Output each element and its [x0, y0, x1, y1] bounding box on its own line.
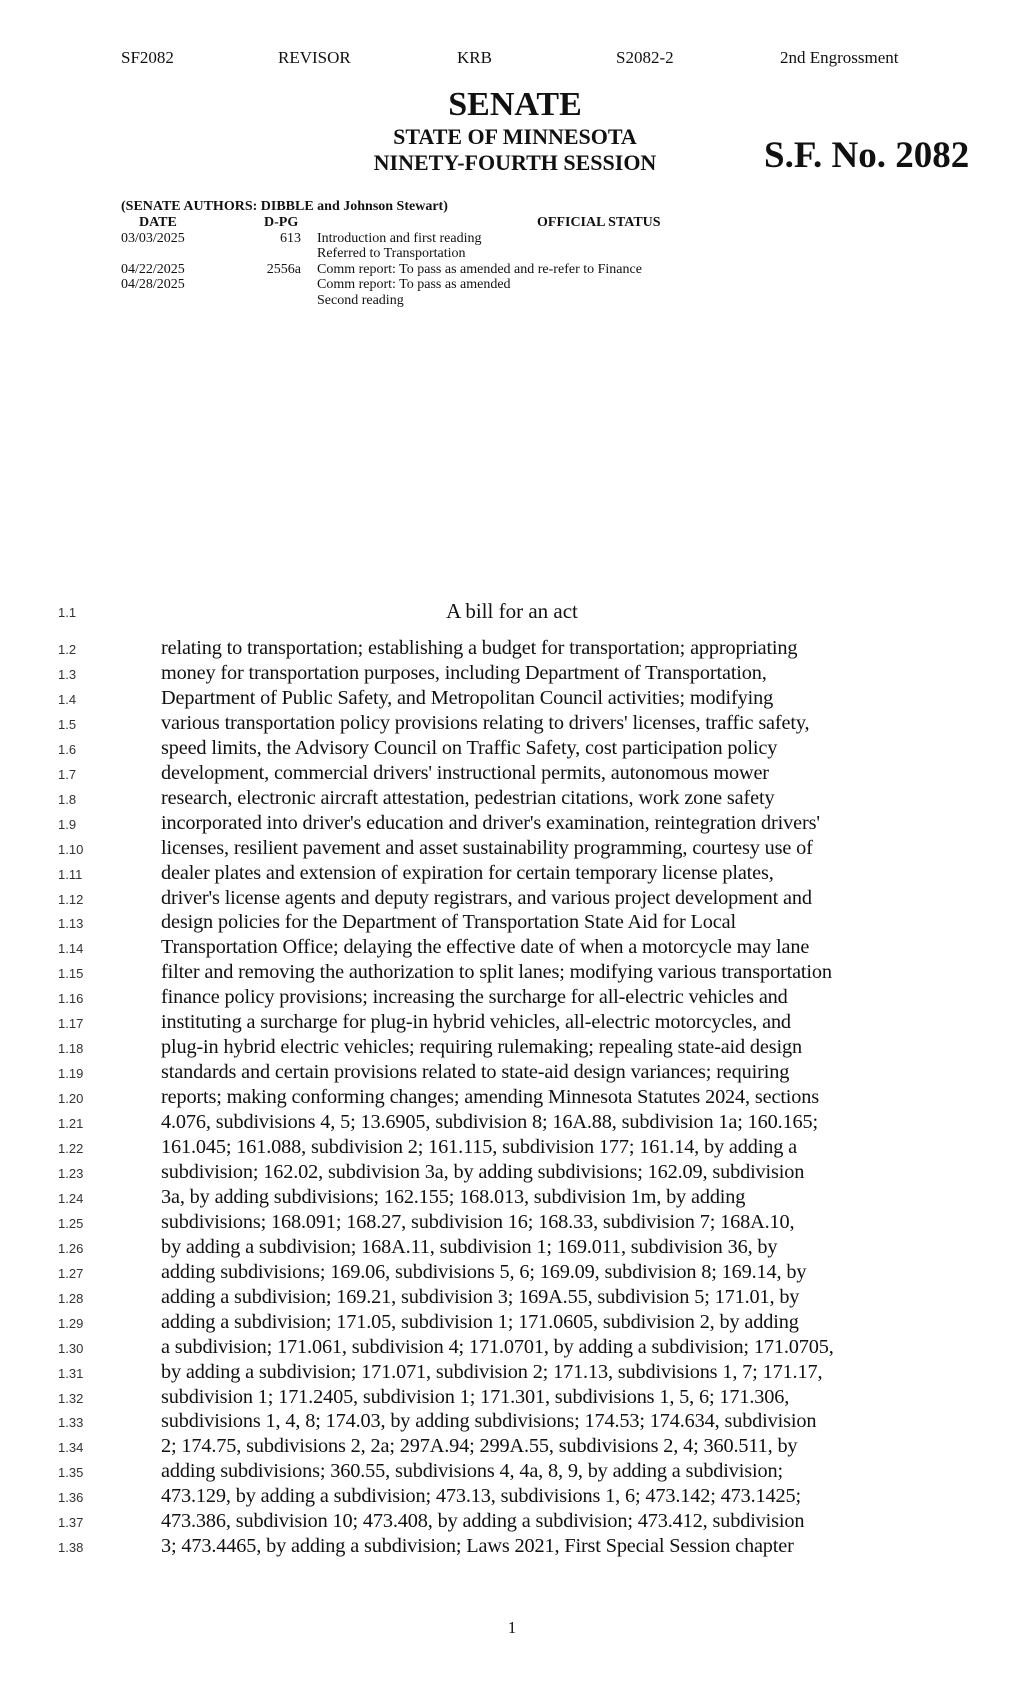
line-number: 1.9 — [58, 816, 77, 832]
bill-line: filter and removing the authorization to split lanes; modifying various transportation — [161, 961, 832, 984]
senate-authors: (SENATE AUTHORS: DIBBLE and Johnson Stewart) — [121, 199, 448, 214]
bill-line: by adding a subdivision; 171.071, subdivision 2; 171.13, subdivisions 1, 7; 171.17, — [161, 1360, 823, 1383]
line-number: 1.11 — [58, 866, 83, 882]
line-number: 1.32 — [58, 1390, 84, 1406]
bill-line: adding subdivisions; 169.06, subdivisions 5, 6; 169.09, subdivision 8; 169.14, by — [161, 1260, 807, 1283]
column-dpg: D-PG — [264, 214, 299, 230]
bill-line: driver's license agents and deputy registrars, and various project development and — [161, 886, 812, 909]
bill-line: adding a subdivision; 171.05, subdivision 1; 171.0605, subdivision 2, by adding — [161, 1310, 799, 1333]
chamber-title: SENATE — [448, 86, 582, 123]
page-number: 1 — [507, 1618, 517, 1637]
line-number: 1.38 — [58, 1540, 84, 1556]
bill-line: Department of Public Safety, and Metropolitan Council activities; modifying — [161, 686, 774, 709]
bill-line: subdivision 1; 171.2405, subdivision 1; 171.301, subdivisions 1, 5, 6; 171.306, — [161, 1385, 790, 1408]
bill-line: 4.076, subdivisions 4, 5; 13.6905, subdivision 8; 16A.88, subdivision 1a; 160.165; — [161, 1111, 819, 1134]
line-number: 1.18 — [58, 1041, 84, 1057]
bill-line: development, commercial drivers' instructional permits, autonomous mower — [161, 761, 769, 784]
status-dpg: 2556a — [266, 261, 301, 277]
bill-line: instituting a surcharge for plug-in hybrid vehicles, all-electric motorcycles, and — [161, 1011, 791, 1034]
line-number: 1.20 — [58, 1091, 84, 1107]
line-number: 1.21 — [58, 1116, 84, 1132]
sf-number: S.F. No. 2082 — [764, 135, 970, 176]
bill-line: speed limits, the Advisory Council on Traffic Safety, cost participation policy — [161, 736, 778, 759]
line-number: 1.12 — [58, 891, 84, 907]
line-number: 1.31 — [58, 1365, 84, 1381]
status-dpg: 613 — [280, 230, 301, 246]
bill-line: 2; 174.75, subdivisions 2, 2a; 297A.94; 299A.55, subdivisions 2, 4; 360.511, by — [161, 1435, 798, 1458]
bill-line: design policies for the Department of Transportation State Aid for Local — [161, 911, 736, 934]
bill-line: 161.045; 161.088, subdivision 2; 161.115, subdivision 177; 161.14, by adding a — [161, 1136, 797, 1158]
status-text: Comm report: To pass as amended and re-refer to Finance — [317, 261, 642, 277]
bill-line: subdivisions 1, 4, 8; 174.03, by adding subdivisions; 174.53; 174.634, subdivision — [161, 1410, 817, 1433]
line-number: 1.6 — [58, 741, 77, 757]
line-number: 1.1 — [58, 605, 77, 620]
bill-line: adding a subdivision; 169.21, subdivision 3; 169A.55, subdivision 5; 171.01, by — [161, 1285, 800, 1308]
status-text: Referred to Transportation — [317, 246, 466, 261]
bill-line: 3a, by adding subdivisions; 162.155; 168.013, subdivision 1m, by adding — [161, 1185, 746, 1208]
status-row — [121, 261, 642, 278]
line-number: 1.19 — [58, 1066, 84, 1082]
status-date: 04/22/2025 — [121, 261, 185, 277]
line-number: 1.17 — [58, 1016, 84, 1032]
header-initials: KRB — [457, 48, 492, 67]
line-number: 1.4 — [58, 691, 77, 707]
line-number: 1.33 — [58, 1415, 84, 1431]
header-bill-id: SF2082 — [121, 48, 174, 67]
bill-line: incorporated into driver's education and driver's examination, reintegration drivers' — [161, 811, 820, 834]
line-number: 1.10 — [58, 841, 84, 857]
bill-line: standards and certain provisions related to state-aid design variances; requiring — [161, 1061, 790, 1084]
bill-title: A bill for an act — [446, 599, 578, 623]
line-number: 1.22 — [58, 1141, 84, 1156]
bill-line: various transportation policy provisions relating to drivers' licenses, traffic safety, — [161, 711, 810, 734]
bill-line: research, electronic aircraft attestation, pedestrian citations, work zone safety — [161, 786, 775, 809]
status-text: Introduction and first reading — [317, 230, 482, 246]
line-number: 1.5 — [58, 716, 77, 732]
state-title: STATE OF MINNESOTA — [393, 124, 637, 149]
line-number: 1.13 — [58, 916, 84, 932]
title-block — [355, 86, 675, 176]
line-number: 1.15 — [58, 966, 84, 982]
official-status — [121, 199, 661, 308]
bill-line: licenses, resilient pavement and asset sustainability programming, courtesy use of — [161, 836, 813, 859]
line-number: 1.7 — [58, 766, 77, 782]
header-version: 2nd Engrossment — [780, 48, 899, 67]
status-date: 03/03/2025 — [121, 230, 185, 246]
header-office: REVISOR — [278, 48, 351, 67]
column-date: DATE — [139, 214, 177, 230]
line-number: 1.23 — [58, 1165, 84, 1181]
bill-line: subdivisions; 168.091; 168.27, subdivision 16; 168.33, subdivision 7; 168A.10, — [161, 1210, 795, 1233]
bill-line: 473.386, subdivision 10; 473.408, by adding a subdivision; 473.412, subdivision — [161, 1510, 805, 1533]
line-number: 1.24 — [58, 1190, 84, 1206]
line-number: 1.27 — [58, 1265, 84, 1281]
line-number: 1.30 — [58, 1340, 84, 1356]
line-number: 1.16 — [58, 991, 84, 1007]
status-row — [121, 246, 466, 262]
bill-line: subdivision; 162.02, subdivision 3a, by adding subdivisions; 162.09, subdivision — [161, 1160, 805, 1183]
line-number: 1.2 — [58, 642, 77, 657]
bill-line: reports; making conforming changes; amending Minnesota Statutes 2024, sections — [161, 1086, 820, 1109]
bill-line: by adding a subdivision; 168A.11, subdivision 1; 169.011, subdivision 36, by — [161, 1235, 778, 1258]
bill-line: 473.129, by adding a subdivision; 473.13, subdivisions 1, 6; 473.142; 473.1425; — [161, 1485, 801, 1508]
header-doc-id: S2082-2 — [616, 48, 674, 67]
session-title: NINETY-FOURTH SESSION — [373, 150, 657, 175]
line-number: 1.26 — [58, 1240, 84, 1256]
status-text: Second reading — [317, 292, 404, 308]
bill-line: dealer plates and extension of expiration for certain temporary license plates, — [161, 861, 774, 884]
bill-line: finance policy provisions; increasing the surcharge for all-electric vehicles and — [161, 986, 788, 1009]
line-number: 1.8 — [58, 791, 77, 807]
bill-line: relating to transportation; establishing a budget for transportation; appropriating — [161, 637, 798, 659]
bill-line: adding subdivisions; 360.55, subdivisions 4, 4a, 8, 9, by adding a subdivision; — [161, 1460, 783, 1483]
line-number: 1.25 — [58, 1215, 84, 1231]
line-number: 1.35 — [58, 1465, 84, 1481]
column-official-status: OFFICIAL STATUS — [537, 214, 661, 230]
line-number: 1.14 — [58, 941, 84, 957]
bill-line: Transportation Office; delaying the effective date of when a motorcycle may lane — [161, 936, 810, 959]
status-text: Comm report: To pass as amended — [317, 277, 511, 292]
bill-line: plug-in hybrid electric vehicles; requiring rulemaking; repealing state-aid design — [161, 1036, 802, 1059]
status-row — [121, 293, 448, 309]
bill-line: a subdivision; 171.061, subdivision 4; 171.0701, by adding a subdivision; 171.0705, — [161, 1335, 834, 1358]
line-number: 1.28 — [58, 1290, 84, 1306]
line-number: 1.37 — [58, 1515, 84, 1531]
line-number: 1.34 — [58, 1440, 84, 1456]
line-number: 1.29 — [58, 1315, 84, 1331]
line-number: 1.3 — [58, 666, 77, 682]
status-date: 04/28/2025 — [121, 277, 185, 292]
line-number: 1.36 — [58, 1490, 84, 1506]
status-rows — [121, 230, 642, 309]
status-row — [121, 277, 511, 293]
bill-line: 3; 473.4465, by adding a subdivision; Laws 2021, First Special Session chapter — [161, 1535, 794, 1558]
status-column-headers — [121, 214, 661, 231]
bill-line: money for transportation purposes, including Department of Transportation, — [161, 661, 767, 684]
status-row — [121, 230, 482, 247]
